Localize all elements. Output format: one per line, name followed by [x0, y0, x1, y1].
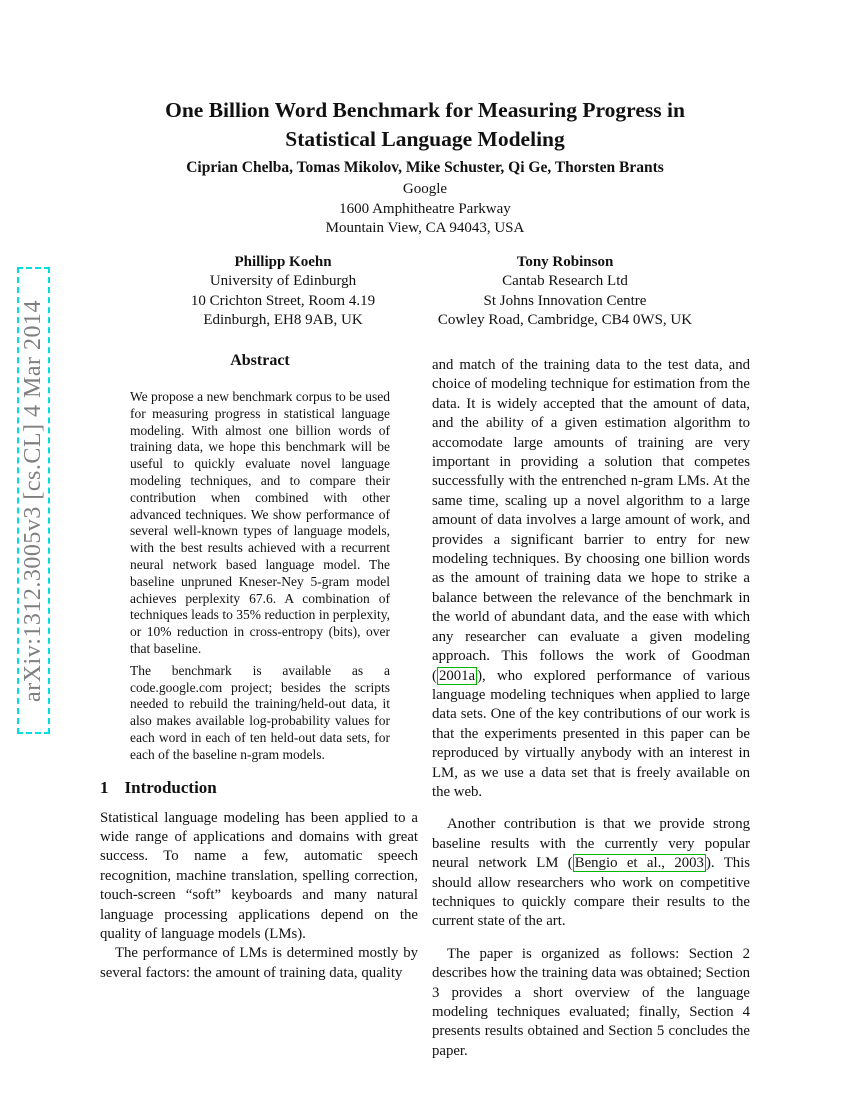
google-affiliation: [125, 180, 725, 239]
contributor-line: St Johns Innovation Centre: [483, 292, 647, 309]
contributor-line: Edinburgh, EH8 9AB, UK: [203, 311, 363, 328]
abstract-paragraph-1: We propose a new benchmark corpus to be used for measuring progress in statistical language modeling. With almost one billion words of training data, we hope this benchmark will be useful to quickly evaluate novel language modeling techniques, and to compare their contribution when combined with other advanced techniques. We show performance of several well-known types of language models, with the best results achieved with a recurrent neural network based language model. The baseline unpruned Kneser-Ney 5-gram model achieves perplexity 67.6. A combination of techniques leads to 35% reduction in perplexity, or 10% reduction in cross-entropy (bits), over that baseline.: [130, 389, 390, 656]
contributor-line: 10 Crichton Street, Room 4.19: [190, 292, 376, 309]
contributor-name: Phillipp Koehn: [234, 254, 332, 270]
section-heading-introduction: [100, 778, 418, 798]
section-number: 1: [100, 777, 109, 797]
paragraph-text: ). This should allow researchers who work on competitive techniques to quickly compare their results to the current state of the art.: [432, 855, 750, 930]
abstract-section: [130, 352, 390, 764]
body-paragraph-continuation: [432, 356, 750, 802]
contributor-line: Cantab Research Ltd: [502, 273, 628, 290]
paragraph-text: and match of the training data to the test data, and choice of modeling technique for estimation from the data. It is widely accepted that the amount of data, and the ability of a given estimation algorithm to accomodate large amounts of training are very important in providing a solution that competes successfully with the entrenched n-gram LMs. At the same time, scaling up a novel algorithm to a large amount of data involves a large amount of work, and provides a significant barrier to entry for new modeling techniques. By choosing one billion words as the amount of training data we hope to strike a balance between the relevance of the benchmark in the world of abundant data, and the ease with which any researcher can evaluate a given modeling approach. This follows the work of Goodman (: [432, 357, 750, 684]
citation-link-goodman-2001a[interactable]: 2001a: [438, 667, 476, 684]
left-column: [100, 352, 418, 983]
contributor-name: Tony Robinson: [516, 254, 614, 270]
paragraph-text: Another contribution is that we provide strong baseline results with the currently very popular neural network LM (: [432, 816, 750, 872]
contributor-block-koehn: [133, 253, 433, 330]
intro-paragraph-2: The performance of LMs is determined mostly by several factors: the amount of training data, quality: [100, 945, 418, 981]
author-line: Ciprian Chelba, Tomas Mikolov, Mike Schuster, Qi Ge, Thorsten Brants: [186, 159, 664, 176]
arxiv-stamp-box: [17, 267, 50, 734]
body-paragraph-contribution: [432, 815, 750, 931]
affiliation-line: Google: [402, 181, 448, 197]
affiliation-line: 1600 Amphitheatre Parkway: [339, 200, 511, 217]
citation-link-bengio-2003[interactable]: Bengio et al., 2003: [574, 855, 704, 872]
right-column: [432, 356, 750, 1061]
intro-paragraph-1: Statistical language modeling has been applied to a wide range of applications and domains with great success. To name a few, automatic speech recognition, machine translation, spelling correction, touch-screen “soft” keyboards and many natural language processing applications depend on the quality of language models (LMs).: [100, 809, 418, 942]
arxiv-stamp-text: arXiv:1312.3005v3 [cs.CL] 4 Mar 2014: [20, 299, 46, 702]
section-title: Introduction: [124, 777, 217, 797]
contributor-line: Cowley Road, Cambridge, CB4 0WS, UK: [437, 311, 693, 328]
affiliation-line: Mountain View, CA 94043, USA: [325, 220, 525, 236]
body-paragraph-organization: The paper is organized as follows: Section 2 describes how the training data was obtained; Section 3 provides a short overview of the language modeling techniques evaluated; finally, Section 4 presents results obtained and Section 5 concludes the paper.: [432, 945, 750, 1059]
abstract-paragraph-2: The benchmark is available as a code.google.com project; besides the scripts needed to rebuild the training/held-out data, it also makes available log-probability values for each word in each of ten held-out data sets, for each of the baseline n-gram models.: [130, 662, 390, 762]
paper-title: One Billion Word Benchmark for Measuring Progress in Statistical Language Modeling: [165, 98, 685, 151]
contributor-block-robinson: [415, 253, 715, 330]
paragraph-text: ), who explored performance of various language modeling techniques when applied to large data sets. One of the key contributions of our work is that the experiments presented in this paper can be reproduced by virtually anybody with an interest in LM, as we use a data set that is freely available on the web.: [432, 667, 750, 800]
abstract-heading: Abstract: [230, 352, 290, 369]
contributor-line: University of Edinburgh: [209, 273, 357, 290]
